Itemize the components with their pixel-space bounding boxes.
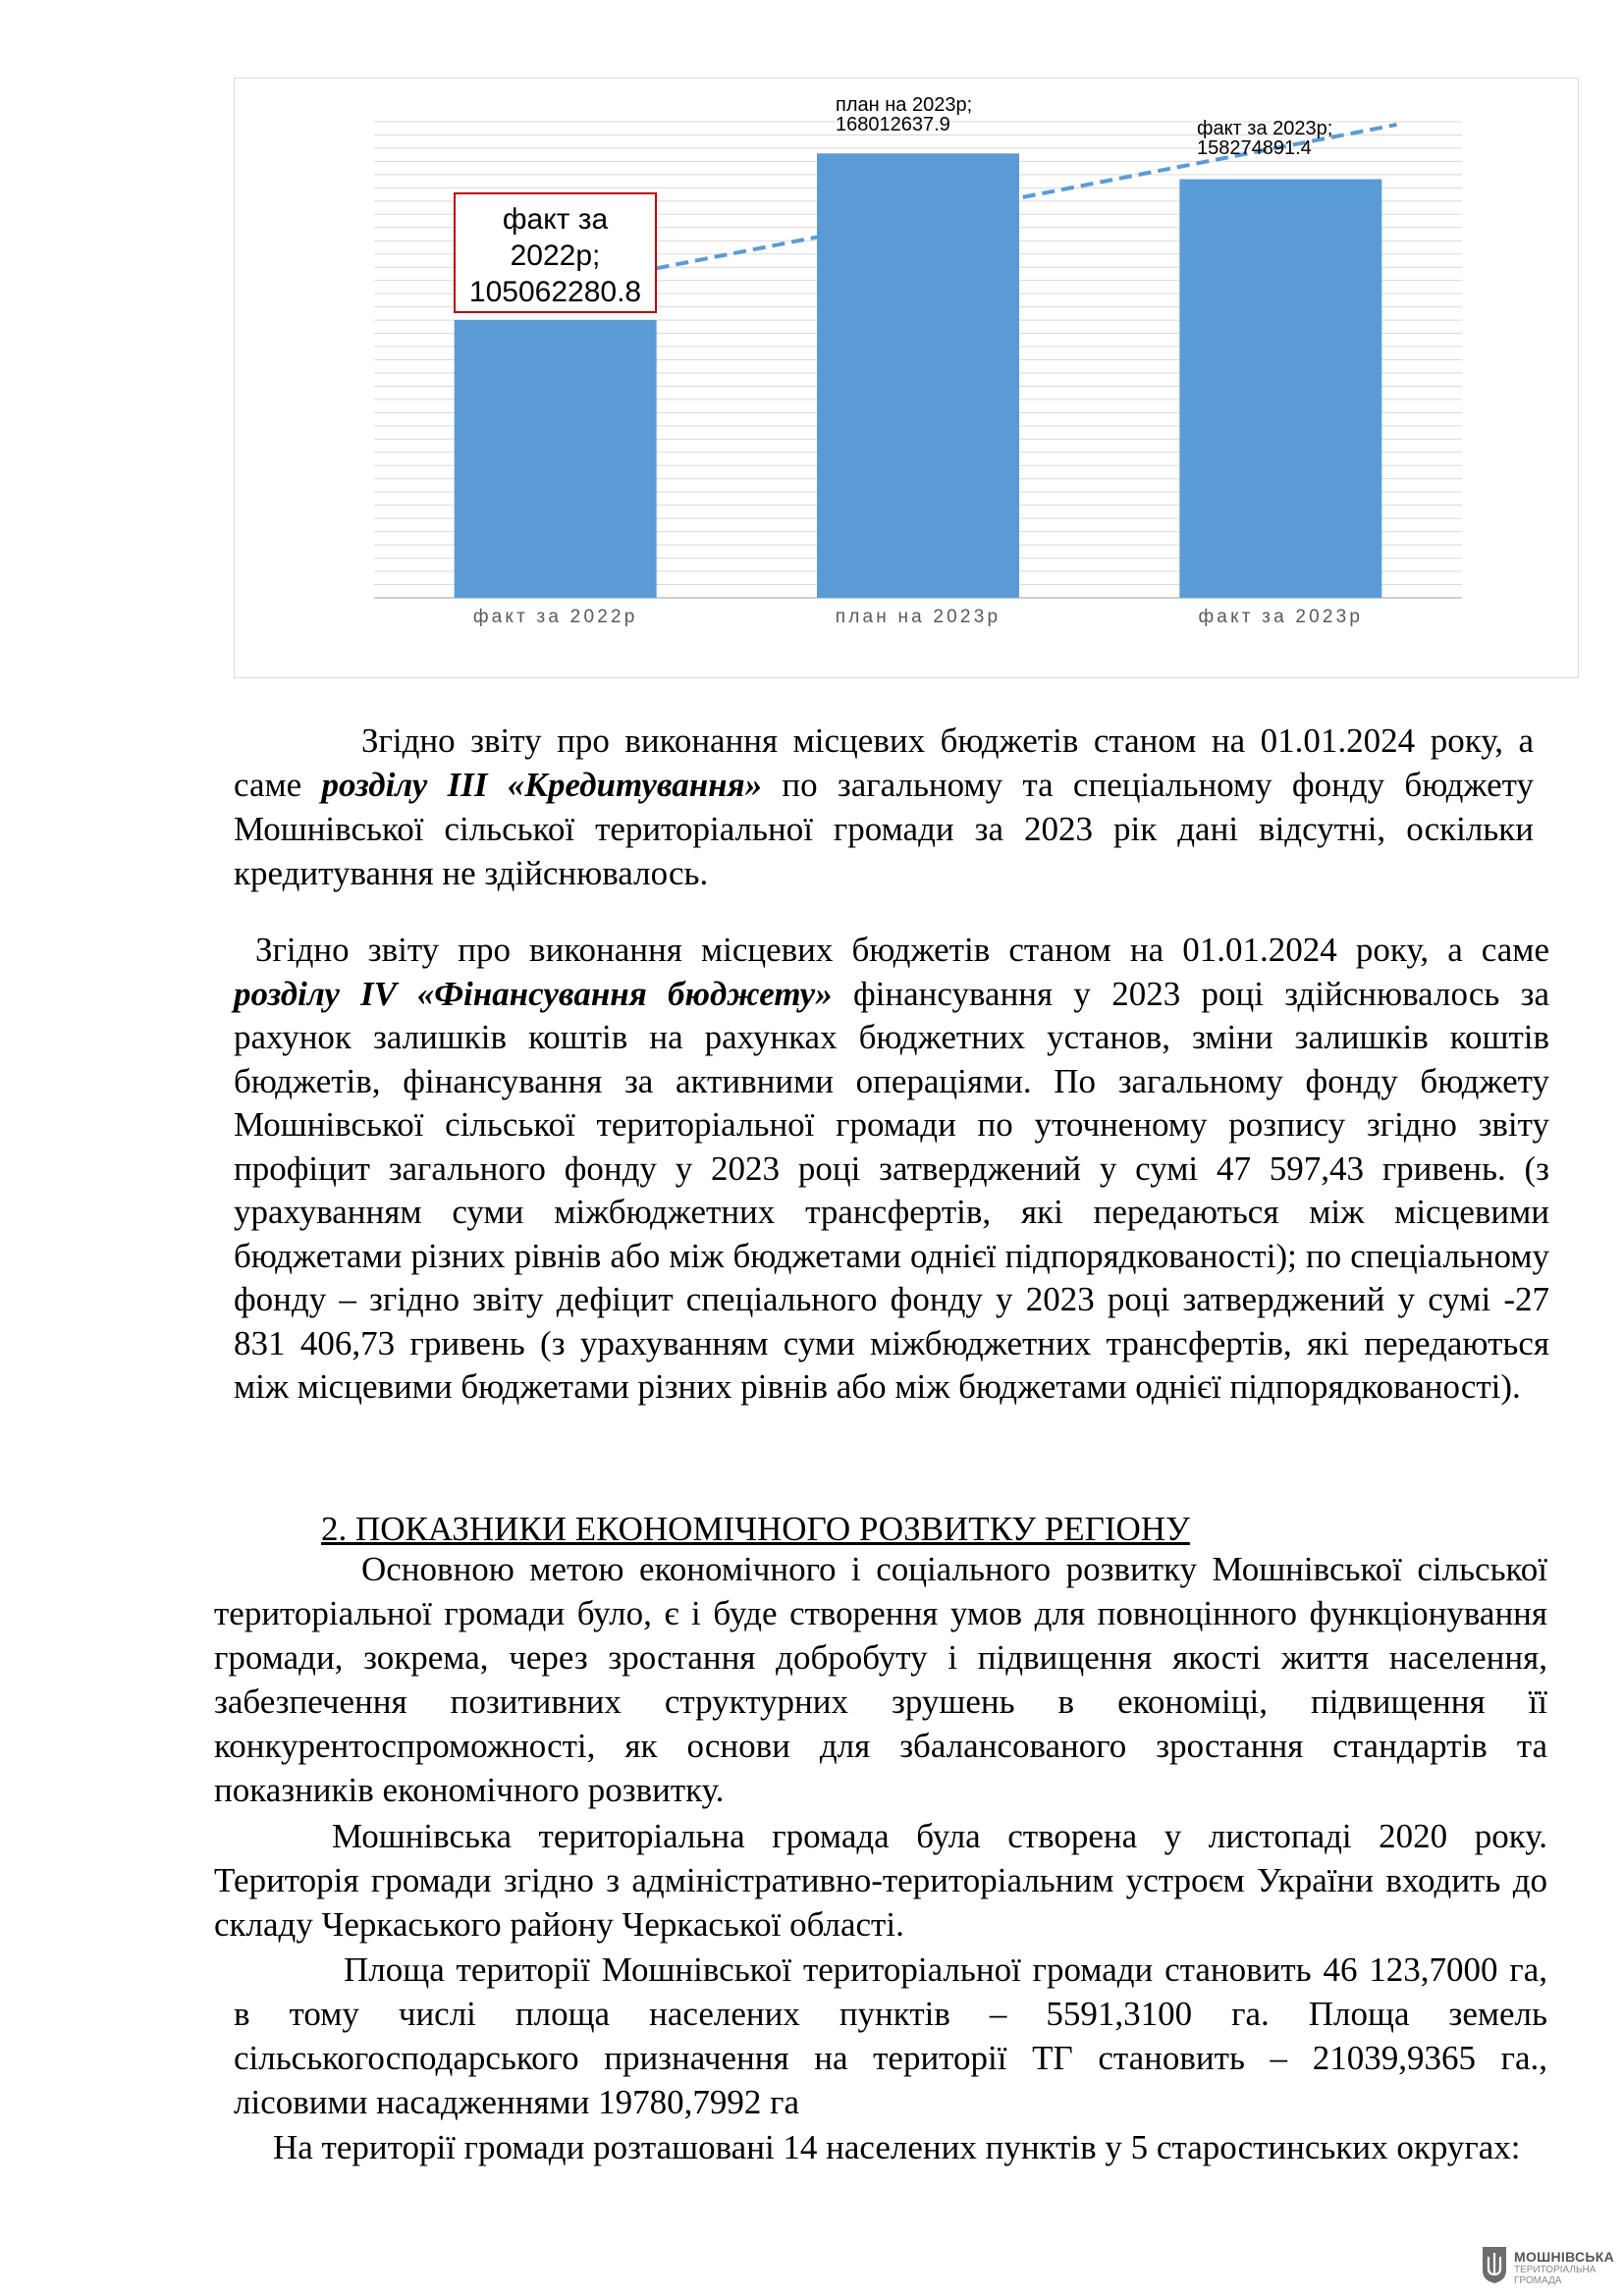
paragraph-credit-emphasis: розділу ІІІ «Кредитування» (321, 766, 763, 804)
bar-1 (455, 320, 657, 598)
paragraph-area: Площа території Мошнівської територіальної громади становить 46 123,7000 га, в тому числі площа населених пунктів – 5591,3100 га. Площа земель сільськогосподарського призначення на території ТГ становить – 21039,9365 га., лісовими насадженнями 19780,7992 га (234, 1950, 1547, 2121)
paragraph-goal: Основною метою економічного і соціального розвитку Мошнівської сільської територіальної громади було, є і буде створення умов для повноцінного функціонування громади, зокрема, через зростання добробуту і підвищення якості життя населення, забезпечення позитивних структурних зрушень в економіці, підвищення її конкурентоспроможності, як основи для збалансованого зростання стандартів та показників економічного розвитку. (214, 1550, 1547, 1809)
data-label-2-line: 168012637.9 (836, 114, 950, 135)
bar-2 (817, 153, 1019, 598)
section-title: 2. ПОКАЗНИКИ ЕКОНОМІЧНОГО РОЗВИТКУ РЕГІОНУ (321, 1510, 1190, 1548)
x-tick-label: факт за 2022р (472, 607, 638, 627)
paragraph-credit-text-after: по загальному та спеціальному фонду бюджету Мошнівської сільської територіальної громади за 2023 рік дані відсутні, оскільки кредитування не здійснювалось. (234, 766, 1535, 892)
x-tick-label: план на 2023р (835, 607, 1001, 627)
logo-name: МОШНІВСЬКА (1514, 2249, 1615, 2265)
paragraph-financing-text-after: фінансування у 2023 році здійснювалось за рахунок залишків коштів на рахунках бюджетних установ, зміни залишків коштів бюджетів, фінансування за активними операціями. По загальному фонду бюджету Мошнівської сільської територіальної громади по уточненому розпису згідно звіту профіцит загального фонду у 2023 році затверджений у сумі 47 597,43 гривень. (з урахуванням суми міжбюджетних трансфертів, які передаються між місцевими бюджетами різних рівнів або між бюджетами однієї підпорядкованості); по спеціальному фонду – згідно звіту дефіцит спеціального фонду у 2023 році затверджений у сумі -27 831 406,73 гривень (з урахуванням суми міжбюджетних трансфертів, які передаються між місцевими бюджетами різних рівнів або між бюджетами однієї підпорядкованості). (234, 974, 1549, 1406)
chart-canvas (235, 79, 1580, 679)
logo-subtitle-line-1: ТЕРИТОРІАЛЬНА (1514, 2265, 1597, 2275)
paragraph-financing (234, 929, 1549, 1410)
data-label-2-line: план на 2023р; (836, 94, 973, 116)
budget-chart (234, 78, 1579, 678)
paragraph-settlements: На території громади розташовані 14 населених пунктів у 5 старостинських округах: (273, 2128, 1521, 2166)
logo-subtitle-line-2: ГРОМАДА (1514, 2275, 1562, 2286)
paragraph-credit-text-before: Згідно звіту про виконання місцевих бюджетів станом на 01.01.2024 року, а саме (234, 721, 1534, 804)
paragraph-creation: Мошнівська територіальна громада була створена у листопаді 2020 року. Територія громади згідно з адміністративно-територіальним устроєм України входить до складу Черкаського району Черкаської області. (214, 1817, 1547, 1944)
data-label-1-line: 105062280.8 (468, 276, 642, 308)
bar-3 (1179, 180, 1381, 598)
trident-emblem-icon (1481, 2245, 1508, 2284)
community-logo (1481, 2245, 1618, 2288)
paragraph-credit (234, 719, 1534, 895)
paragraph-financing-text-before: Згідно звіту про виконання місцевих бюджетів станом на 01.01.2024 року, а саме (255, 931, 1549, 969)
logo-subtitle (1514, 2265, 1596, 2286)
x-tick-label: факт за 2023р (1198, 607, 1364, 627)
data-label-3-line: факт за 2023р; (1197, 118, 1333, 139)
data-label-3-line: 158274891.4 (1197, 137, 1312, 159)
data-label-1-line: 2022р; (510, 240, 601, 272)
data-label-1-line: факт за (502, 203, 609, 236)
paragraph-financing-emphasis: розділу ІV «Фінансування бюджету» (234, 974, 833, 1013)
